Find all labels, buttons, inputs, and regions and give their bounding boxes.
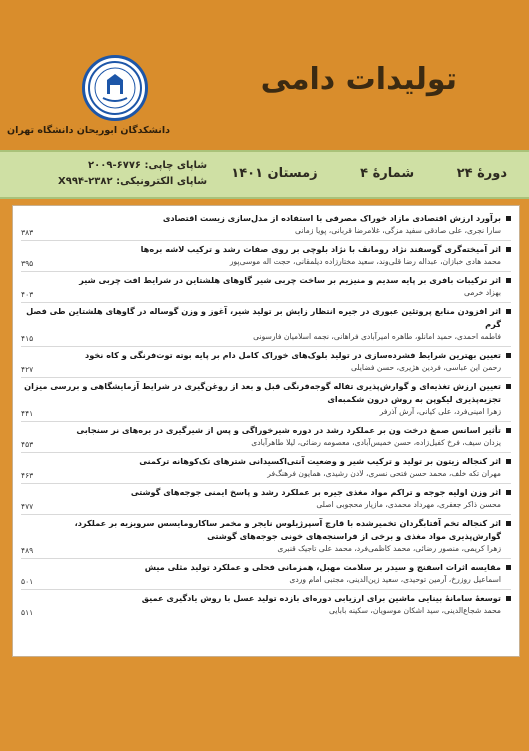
article-item[interactable] [21, 559, 511, 590]
article-page: ۴۱۵ [21, 334, 34, 343]
article-authors: بهزاد خرمی [464, 288, 501, 297]
article-item[interactable] [21, 347, 511, 378]
article-item[interactable] [21, 303, 511, 347]
article-page: ۵۱۱ [21, 608, 34, 617]
number-label: شمارۀ ۴ [360, 166, 415, 181]
article-title[interactable]: اثر ترکیبات بافری بر پایه سدیم و منیزیم بر ساخت چربی شیر گاوهای هلشتاین در شرایط افت چربی شیر [21, 274, 511, 287]
article-title[interactable]: اثر کنجاله تخم آفتابگردان تخمیرشده با قارچ آسپرژیلوس نایجر و مخمر ساکارومایسس سرویزیه بر عملکرد، گوارش‌پذیری مواد مغذی و برخی از فراسنجه‌های خونی جوجه‌های گوشتی [21, 517, 511, 543]
article-title[interactable]: تعیین ارزش تغذیه‌ای و گوارش‌پذیری تفاله گوجه‌فرنگی قبل و بعد از روغن‌گیری در شرایط آزمایشگاهی و بررسی میزان تجزیه‌پذیری لیکوپن به روش درون شکمبه‌ای [21, 380, 511, 406]
article-page: ۳۹۵ [21, 259, 34, 268]
university-logo-block [6, 55, 170, 136]
article-authors: اسماعیل روزرخ، آرمین توحیدی، سعید زین‌الدینی، مجتبی امام وردی [289, 575, 501, 584]
article-title[interactable]: تعیین بهترین شرایط فشرده‌سازی در تولید بلوک‌های خوراک کامل دام بر پایه بوته توت‌فرنگی و کاه نخود [21, 349, 511, 362]
article-item[interactable] [21, 515, 511, 559]
volume-label: دورۀ ۲۴ [456, 166, 507, 181]
university-seal-icon [82, 55, 148, 121]
issue-info-bar [0, 150, 529, 199]
article-page: ۵۰۱ [21, 577, 34, 586]
article-title[interactable]: اثر افزودن منابع پروتئین عبوری در جیره انتظار زایش بر تولید شیر، آغوز و وزن گوساله در گاوهای هلشتاین طی فصل گرم [21, 305, 511, 331]
article-title[interactable]: مقایسه اثرات اسفنج و سیدر بر سلامت مهبل، همزمانی فحلی و عملکرد تولید مثلی میش [21, 561, 511, 574]
article-authors: محسن ذاکر جعفری، مهرداد محمدی، مازیار محجوبی اصلی [316, 500, 501, 509]
article-page: ۴۰۳ [21, 290, 34, 299]
article-page: ۴۲۷ [21, 365, 34, 374]
article-page: ۴۶۳ [21, 471, 34, 480]
season-label: زمستان ۱۴۰۱ [231, 166, 318, 181]
article-item[interactable] [21, 241, 511, 272]
article-authors: محمد هادی خبازان، عبداله رضا قلی‌وند، سعید مختارزاده دیلمقانی، حجت اله موسی‌پور [229, 257, 501, 266]
article-item[interactable] [21, 272, 511, 303]
article-page: ۴۸۹ [21, 546, 34, 555]
university-name: دانشکدگان ابوریحان دانشگاه تهران [6, 125, 170, 136]
article-page: ۴۷۷ [21, 502, 34, 511]
article-authors: مهران تکه خلف، محمد حسن فتحی نسری، لادن رشیدی، همایون فرهنگ‌فر [267, 469, 501, 478]
cover-header [0, 0, 529, 150]
article-authors: رحمن این عباسی، فردین هژیری، حسن فضایلی [350, 363, 501, 372]
article-title[interactable]: برآورد ارزش اقتصادی مازاد خوراک مصرفی با استفاده از مدل‌سازی زیست اقتصادی [21, 212, 511, 225]
table-of-contents [12, 205, 520, 657]
article-title[interactable]: اثر آمیخته‌گری گوسفند نژاد رومانف با نژاد بلوچی بر روی صفات رشد و ترکیب لاشه بره‌ها [21, 243, 511, 256]
article-page: ۳۸۳ [21, 228, 34, 237]
article-title[interactable]: اثر وزن اولیه جوجه و تراکم مواد مغذی جیره بر عملکرد رشد و پاسخ ایمنی جوجه‌های گوشتی [21, 486, 511, 499]
article-list [21, 210, 511, 620]
issn-block [58, 158, 207, 190]
article-item[interactable] [21, 210, 511, 241]
article-authors: یزدان سیف، فرخ کفیل‌زاده، حسن خمیس‌آبادی، معصومه رضائی، لیلا طاهرآبادی [251, 438, 501, 447]
article-authors: فاطمه احمدی، حمید امانلو، طاهره امیرآبادی فراهانی، نجمه اسلامیان فارسونی [253, 332, 501, 341]
article-item[interactable] [21, 453, 511, 484]
article-item[interactable] [21, 590, 511, 620]
article-authors: زهرا کریمی، منصور رضائی، محمد کاظمی‌فرد، محمد علی تاجیک قنبری [277, 544, 501, 553]
electronic-issn: شاپای الکترونیکی: X۹۹۴-۲۳۸۲ [58, 176, 208, 187]
article-page: ۴۵۳ [21, 440, 34, 449]
issue-details [193, 166, 507, 181]
article-page: ۴۴۱ [21, 409, 34, 418]
article-authors: زهرا امینی‌فرد، علی کیانی، آرش آذرفر [379, 407, 501, 416]
article-title[interactable]: اثر کنجاله زیتون بر تولید و ترکیب شیر و وضعیت آنتی‌اکسیدانی شترهای تک‌کوهانه ترکمنی [21, 455, 511, 468]
article-authors: محمد شجاع‌الدینی، سید اشکان موسویان، سکینه بابایی [329, 606, 501, 615]
article-item[interactable] [21, 378, 511, 422]
article-item[interactable] [21, 484, 511, 515]
cover-footer [0, 660, 529, 751]
article-authors: سارا نجری، علی صادقی سفید مزگی، غلامرضا قربانی، پویا زمانی [294, 226, 501, 235]
print-issn: شاپای چاپی: ۶۷۷۶-۲۰۰۹ [88, 160, 208, 171]
journal-title: تولیدات دامی [260, 62, 457, 97]
article-title[interactable]: توسعهٔ سامانهٔ بینایی ماشین برای ارزیابی دوره‌ای بازده تولید عسل با روش یادگیری عمیق [21, 592, 511, 605]
article-title[interactable]: تأثیر اسانس صمغ درخت ون بر عملکرد رشد در دوره شیرخوراگی و پس از شیرگیری در بره‌های نر سنجابی [21, 424, 511, 437]
article-item[interactable] [21, 422, 511, 453]
